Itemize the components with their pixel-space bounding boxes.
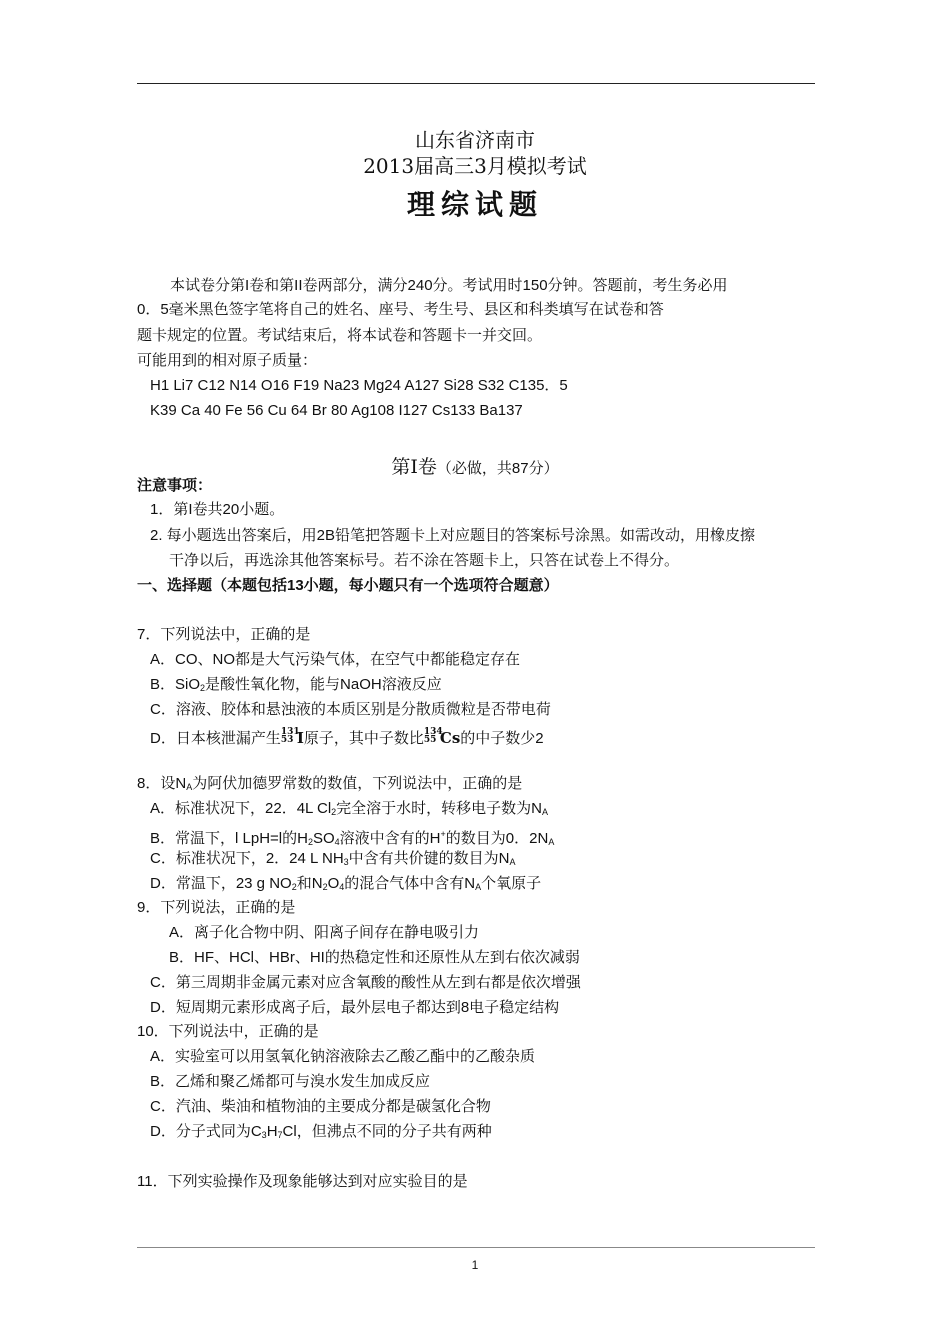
header-rule — [137, 83, 815, 84]
q10-stem: 10．下列说法中，正确的是 — [137, 1023, 319, 1040]
q10-option-d: D．分子式同为$C_3H_7Cl$，但沸点不同的分子共有两种 — [150, 1123, 492, 1140]
q9-option-b: B．HF、HCl、HBr、HI的热稳定性和还原性从左到右依次减弱 — [169, 949, 580, 966]
page-number: 1 — [471, 1258, 479, 1272]
atomic-mass-line-2: K39 Ca 40 Fe 56 Cu 64 Br 80 Ag108 I127 Cs133 Ba137 — [150, 402, 523, 419]
notes-item-2a: 2. 每小题选出答案后，用2B铅笔把答题卡上对应题目的答案标号涂黑。如需改动，用橡皮擦 — [150, 527, 756, 544]
q10-option-c: C．汽油、柴油和植物油的主要成分都是碳氢化合物 — [150, 1098, 491, 1115]
q10-option-b: B．乙烯和聚乙烯都可与溴水发生加成反应 — [150, 1073, 431, 1090]
intro-line-2: 0．5毫米黑色签字笔将自己的姓名、座号、考生号、县区和科类填写在试卷和答 — [137, 301, 664, 318]
intro-line-4: 可能用到的相对原子质量： — [137, 352, 318, 369]
q7-option-b: B．SiO$_2$是酸性氧化物，能与NaOH溶液反应 — [150, 676, 442, 693]
notes-heading: 注意事项： — [137, 477, 213, 494]
q8-stem: 8．设$N_A$为阿伏加德罗常数的数值，下列说法中，正确的是 — [137, 775, 523, 792]
atomic-mass-line-1: H1 Li7 C12 N14 O16 F19 Na23 Mg24 A127 Si28 S32 C135．5 — [150, 377, 568, 394]
isotope-iodine: 131 53 I — [280, 727, 304, 747]
q9-option-d: D．短周期元素形成离子后，最外层电子都达到8电子稳定结构 — [150, 999, 560, 1016]
q9-stem: 9．下列说法，正确的是 — [137, 899, 296, 916]
q7-option-a: A．CO、NO都是大气污染气体，在空气中都能稳定存在 — [150, 651, 521, 668]
q9-option-c: C．第三周期非金属元素对应含氧酸的酸性从左到右都是依次增强 — [150, 974, 581, 991]
exam-name: 2013届高三3月模拟考试 — [363, 154, 587, 178]
q8-option-b: B．常温下，l LpH=l的$H_2SO_4$溶液中含有的H+的数目为0．$2N_A$ — [150, 829, 555, 847]
q7-option-d: D．日本核泄漏产生 131 53 I原子，其中子数比 134 55 Cs的中子数少2 — [150, 727, 544, 747]
q8-option-d: D．常温下，23 g $NO_2$和$N_2O_4$的混合气体中含有$N_A$个氧原子 — [150, 875, 542, 892]
q9-option-a: A．离子化合物中阴、阳离子间存在静电吸引力 — [169, 924, 480, 941]
q10-option-a: A．实验室可以用氢氧化钠溶液除去乙酸乙酯中的乙酸杂质 — [150, 1048, 536, 1065]
exam-region: 山东省济南市 — [415, 128, 535, 152]
section-heading — [0, 452, 950, 479]
part-heading: 一、选择题（本题包括13小题，每小题只有一个选项符合题意） — [137, 577, 559, 594]
isotope-cesium: 134 55 Cs — [423, 727, 461, 747]
intro-line-3: 题卡规定的位置。考试结束后，将本试卷和答题卡一并交回。 — [137, 327, 543, 344]
section-subtitle: （必做，共87分） — [436, 460, 559, 477]
notes-item-2b: 干净以后，再选涂其他答案标号。若不涂在答题卡上，只答在试卷上不得分。 — [169, 552, 680, 569]
q8-option-c: C．标准状况下，2．24 L $NH_3$中含有共价键的数目为$N_A$ — [150, 850, 516, 867]
intro-line-1: 本试卷分第I卷和第II卷两部分，满分240分。考试用时150分钟。答题前，考生务必用 — [170, 277, 728, 294]
exam-subject: 理综试题 — [406, 188, 543, 221]
section-title: 第Ⅰ卷 — [391, 456, 437, 478]
q7-stem: 7．下列说法中，正确的是 — [137, 626, 311, 643]
q8-option-a: A．标准状况下，22．4L $Cl_2$完全溶于水时，转移电子数为$N_A$ — [150, 800, 549, 817]
q11-stem: 11．下列实验操作及现象能够达到对应实验目的是 — [137, 1173, 468, 1190]
footer-rule — [137, 1247, 815, 1248]
q7-option-c: C．溶液、胶体和悬浊液的本质区别是分散质微粒是否带电荷 — [150, 701, 551, 718]
notes-item-1: 1．第I卷共20小题。 — [150, 501, 285, 518]
